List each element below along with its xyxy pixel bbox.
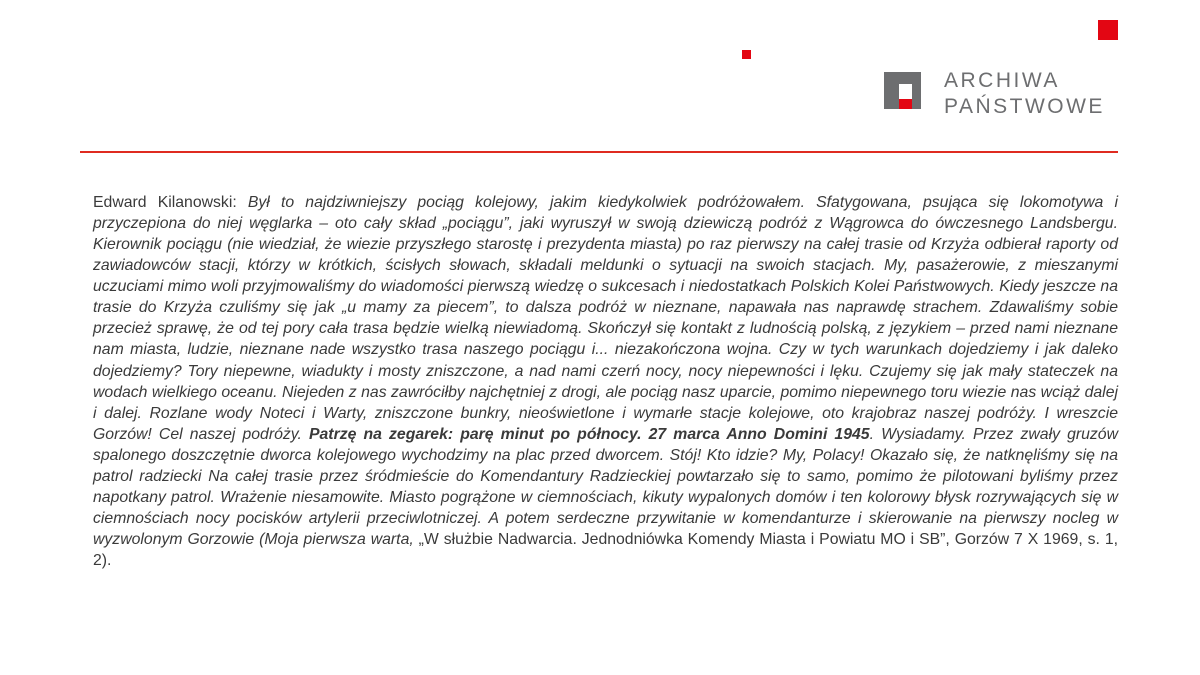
decorative-red-square-corner bbox=[1098, 20, 1118, 40]
logo-column-red bbox=[899, 99, 912, 109]
quote-text-bold: Patrzę na zegarek: parę minut po północy. 27 marca Anno Domini 1945 bbox=[308, 425, 870, 443]
archiwa-panstwowe-logo-icon bbox=[884, 72, 921, 109]
archiwa-panstwowe-logo bbox=[884, 69, 1105, 120]
quote-text-rest: . Wysiadamy. Przez zwały gruzów spalonego doszczętnie dworca kolejowego wychodzimy na plac przed dworcem. Stój! Kto idzie? My, Polacy! Okazało się, że natknęliśmy się na patrol radziecki Na całej trasie przez śródmieście do Komendantury Radzieckiej powtarzało się to samo, pomimo że pilotowani byliśmy przez napotkany patrol. Wrażenie niesamowite. Miasto pogrążone w ciemnościach, kikuty wypalonych domów i ten kolorowy błysk rozrywających się w ciemnościach nocy pocisków artylerii przeciwlotniczej. A potem serdeczne przywitanie w komendanturze i skierowanie na pierwszy nocleg w wyzwolonym Gorzowie (Moja pierwsza warta, bbox=[93, 425, 1119, 549]
decorative-red-square-small bbox=[742, 50, 751, 59]
quote-text-intro: Był to najdziwniejszy pociąg kolejowy, jakim kiedykolwiek podróżowałem. Sfatygowana, psująca się lokomotywa i przyczepiona do niej węglarka – oto cały skład „pociągu”, jaki wyruszył w swoją dziewiczą podróż z Wągrowca do ówczesnego Landsbergu. Kierownik pociągu (nie wiedział, że wiezie przyszłego starostę i prezydenta miasta) po raz pierwszy na całej trasie od Krzyża odbierał raporty od zawiadowców stacji, którzy w krótkich, ścisłych słowach, składali meldunki o sytuacji na swoich stacjach. My, pasażerowie, z mieszanymi uczuciami mimo woli przyjmowaliśmy do wiadomości pierwszą wiedzę o sukcesach i niedostatkach Polskich Kolei Państwowych. Kiedy jeszcze na trasie do Krzyża czuliśmy się jak „u mamy za piecem”, to dalsza podróż w nieznane, napawała nas naprawdę strachem. Zdawaliśmy sobie przecież sprawę, że od tej pory cała trasa będzie wielką niewiadomą. Skończył się kontakt z ludnością polską, z językiem – przed nami nieznane nam miasta, ludzie, nieznane nade wszystko trasa naszego pociągu i... niezakończona wojna. Czy w tych warunkach dojedziemy i jak daleko dojedziemy? Tory niepewne, wiadukty i mosty zniszczone, a nad nami czerń nocy, nocy niepewności i lęku. Czujemy się jak mały stateczek na wodach wielkiego oceanu. Niejeden z nas zawróciłby najchętniej z drogi, ale pociąg nasz uparcie, pomimo niepewnego toru wiezie nas wciąż dalej i dalej. Rozlane wody Noteci i Warty, zniszczone bunkry, nieoświetlone i wymarłe stacje kolejowe, oto krajobraz naszej podróży. I wreszcie Gorzów! Cel naszej podróży. bbox=[93, 193, 1118, 443]
logo-line-2: PAŃSTWOWE bbox=[944, 95, 1105, 118]
logo-wordmark bbox=[944, 68, 1105, 120]
source-citation: „W służbie Nadwarcia. Jednodniówka Komendy Miasta i Powiatu MO i SB”, Gorzów 7 X 1969, s. 1, 2). bbox=[93, 531, 1118, 570]
red-divider-line bbox=[80, 151, 1118, 153]
speaker-name: Edward Kilanowski: bbox=[93, 193, 248, 211]
logo-column-white bbox=[899, 84, 912, 99]
memoir-quote-paragraph bbox=[93, 192, 1118, 572]
logo-line-1: ARCHIWA bbox=[944, 69, 1060, 92]
